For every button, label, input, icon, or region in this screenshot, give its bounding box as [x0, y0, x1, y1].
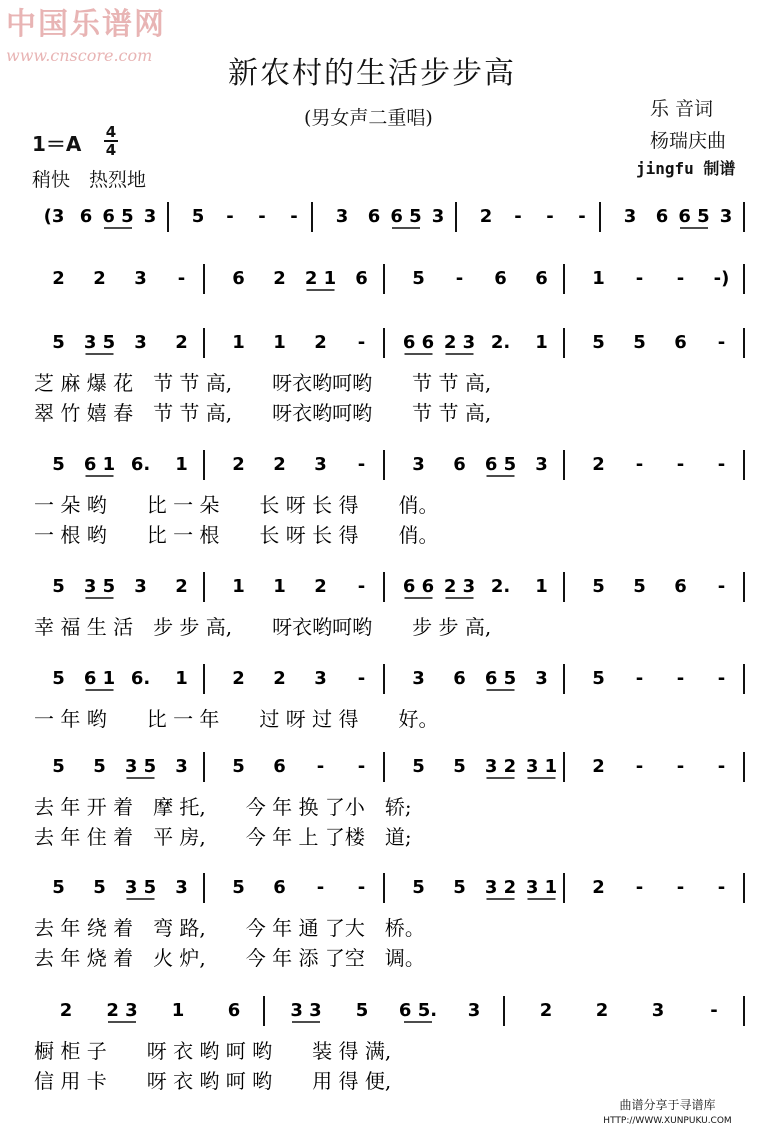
- note: 6: [227, 1000, 241, 1021]
- arranger-credit: jingfu 制谱: [636, 159, 736, 178]
- note: 6: [367, 206, 381, 227]
- note: 5: [52, 756, 65, 777]
- note: 3 2: [484, 756, 517, 777]
- note: 3 5: [83, 576, 116, 597]
- lyric-line: 去 年 烧 着 火 炉, 今 年 添 了空 调。: [34, 946, 425, 970]
- lyric-line: 一 根 哟 比 一 根 长 呀 长 得 俏。: [34, 523, 439, 547]
- time-sig-bottom: 4: [105, 141, 117, 159]
- note: 2: [175, 332, 188, 353]
- note: 6: [453, 454, 466, 475]
- note: 3: [134, 268, 147, 289]
- note: 6: [674, 332, 687, 353]
- note: 5: [453, 756, 466, 777]
- lyric-line: 去 年 开 着 摩 托, 今 年 换 了小 轿;: [34, 795, 412, 819]
- note: 2: [273, 668, 286, 689]
- note: 1: [232, 332, 245, 353]
- note: 3 5: [83, 332, 116, 353]
- note: 2: [273, 454, 286, 475]
- note: 3: [314, 668, 327, 689]
- note: 5: [93, 756, 106, 777]
- note: 6 1: [83, 454, 116, 475]
- note: 1: [273, 576, 286, 597]
- note: 3 5: [124, 877, 157, 898]
- note: 3: [412, 454, 425, 475]
- note: 3: [412, 668, 425, 689]
- note: 3: [314, 454, 327, 475]
- note: 5: [52, 668, 65, 689]
- note: -: [635, 756, 644, 777]
- note: 6 5: [678, 206, 710, 227]
- note: 1: [175, 454, 188, 475]
- note: 5: [592, 668, 605, 689]
- note: 5: [633, 576, 646, 597]
- note: (3: [43, 206, 65, 227]
- note: -: [635, 668, 644, 689]
- note: 6 6: [402, 332, 435, 353]
- note: -: [717, 454, 726, 475]
- note: -: [676, 454, 685, 475]
- composer-credit: 杨瑞庆曲: [650, 130, 727, 152]
- note: 6: [273, 756, 286, 777]
- note: 1: [175, 668, 188, 689]
- note: -: [258, 206, 266, 227]
- note: 6: [494, 268, 507, 289]
- song-subtitle: (男女声二重唱): [304, 107, 433, 129]
- note: -: [635, 268, 644, 289]
- note: 3 2: [484, 877, 517, 898]
- note: 2: [479, 206, 493, 227]
- note: 3: [143, 206, 157, 227]
- note: -: [717, 576, 726, 597]
- note: 1: [535, 332, 548, 353]
- lyric-line: 一 年 哟 比 一 年 过 呀 过 得 好。: [34, 707, 439, 731]
- note: -: [717, 332, 726, 353]
- note: 1: [171, 1000, 185, 1021]
- lyric-line: 幸 福 生 活 步 步 高, 呀衣哟呵哟 步 步 高,: [34, 615, 492, 639]
- note: 5: [52, 454, 65, 475]
- note: 2.: [490, 332, 511, 353]
- key-signature: 1＝A: [32, 132, 82, 156]
- note: 5: [52, 576, 65, 597]
- note: 2: [273, 268, 286, 289]
- note: 2: [59, 1000, 73, 1021]
- lyricist-credit: 乐 音词: [650, 98, 714, 120]
- lyric-line: 芝 麻 爆 花 节 节 高, 呀衣哟呵哟 节 节 高,: [34, 371, 492, 395]
- note: 6 5: [484, 668, 517, 689]
- note: 6: [674, 576, 687, 597]
- note: -: [357, 668, 366, 689]
- note: -: [514, 206, 522, 227]
- watermark-site-name: 中国乐谱网: [6, 7, 166, 42]
- lyric-line: 一 朵 哟 比 一 朵 长 呀 长 得 俏。: [34, 493, 439, 517]
- note: 2: [232, 454, 245, 475]
- note: 6: [453, 668, 466, 689]
- note: 3: [535, 668, 548, 689]
- note: -: [455, 268, 464, 289]
- footer-site: HTTP://WWW.XUNPUKU.COM: [603, 1116, 732, 1126]
- note: 2 3: [443, 576, 476, 597]
- note: 2: [314, 576, 327, 597]
- footer-text: 曲谱分享于寻谱库: [619, 1098, 716, 1112]
- lyric-line: 橱 柜 子 呀 衣 哟 呵 哟 装 得 满,: [34, 1039, 392, 1063]
- note: 1: [232, 576, 245, 597]
- note: 1: [592, 268, 605, 289]
- note: 6: [273, 877, 286, 898]
- lyric-line: 翠 竹 嬉 春 节 节 高, 呀衣哟呵哟 节 节 高,: [34, 401, 492, 425]
- note: 5: [412, 268, 425, 289]
- note: 6.: [130, 668, 151, 689]
- note: 3: [623, 206, 637, 227]
- note: 6 5: [102, 206, 134, 227]
- note: 3: [335, 206, 349, 227]
- note: 2: [93, 268, 106, 289]
- note: 6 5: [484, 454, 517, 475]
- note: 5: [93, 877, 106, 898]
- note: 1: [535, 576, 548, 597]
- note: -: [316, 877, 325, 898]
- note: -: [546, 206, 554, 227]
- time-sig-top: 4: [105, 123, 117, 141]
- note: 5: [232, 756, 245, 777]
- note: 2: [175, 576, 188, 597]
- note: 5: [453, 877, 466, 898]
- note: -: [717, 668, 726, 689]
- note: 5: [52, 332, 65, 353]
- note: 3 1: [525, 877, 558, 898]
- note: 5: [412, 877, 425, 898]
- note: 5: [592, 332, 605, 353]
- note: 6 5: [390, 206, 422, 227]
- note: 2: [539, 1000, 553, 1021]
- note: 6: [535, 268, 548, 289]
- note: 5: [232, 877, 245, 898]
- note: 6: [355, 268, 368, 289]
- note: 6 5.: [398, 1000, 438, 1021]
- note: 2.: [490, 576, 511, 597]
- note: 2 3: [106, 1000, 138, 1021]
- note: -: [357, 877, 366, 898]
- note: 3: [134, 576, 147, 597]
- note: 3 3: [290, 1000, 322, 1021]
- note: 2: [592, 454, 605, 475]
- note: 2: [52, 268, 65, 289]
- note: 2: [314, 332, 327, 353]
- note: -: [177, 268, 186, 289]
- note: 3 5: [124, 756, 157, 777]
- footer-credit: [560, 1097, 775, 1135]
- note: 2 3: [443, 332, 476, 353]
- note: 3: [467, 1000, 481, 1021]
- note: 5: [412, 756, 425, 777]
- note: -: [710, 1000, 718, 1021]
- note: -: [676, 756, 685, 777]
- note: 6: [79, 206, 93, 227]
- note: 6 1: [83, 668, 116, 689]
- note: 5: [191, 206, 205, 227]
- note: -: [357, 756, 366, 777]
- note: 3: [175, 756, 188, 777]
- note: 3: [535, 454, 548, 475]
- note: 5: [52, 877, 65, 898]
- note: 3: [134, 332, 147, 353]
- note: 1: [273, 332, 286, 353]
- note: 3: [175, 877, 188, 898]
- watermark-url: www.cnscore.com: [6, 46, 153, 65]
- note: 2: [592, 877, 605, 898]
- lyric-line: 去 年 绕 着 弯 路, 今 年 通 了大 桥。: [34, 916, 425, 940]
- note: 6: [232, 268, 245, 289]
- note: 2: [592, 756, 605, 777]
- note: 3: [719, 206, 733, 227]
- note: 3 1: [525, 756, 558, 777]
- lyric-line: 信 用 卡 呀 衣 哟 呵 哟 用 得 便,: [34, 1069, 392, 1093]
- note: 3: [651, 1000, 665, 1021]
- note: 5: [355, 1000, 369, 1021]
- tempo-marking: 稍快 热烈地: [32, 169, 147, 191]
- note: 6.: [130, 454, 151, 475]
- note: 2: [595, 1000, 609, 1021]
- note: -): [713, 268, 730, 289]
- note: -: [635, 454, 644, 475]
- note: -: [676, 268, 685, 289]
- note: -: [290, 206, 298, 227]
- note: -: [717, 877, 726, 898]
- note: -: [316, 756, 325, 777]
- note: 5: [592, 576, 605, 597]
- note: 2: [232, 668, 245, 689]
- note: 6 6: [402, 576, 435, 597]
- note: -: [578, 206, 586, 227]
- note: -: [357, 454, 366, 475]
- note: -: [357, 332, 366, 353]
- note: 3: [431, 206, 445, 227]
- lyric-line: 去 年 住 着 平 房, 今 年 上 了楼 道;: [34, 825, 412, 849]
- note: 5: [633, 332, 646, 353]
- song-title: 新农村的生活步步高: [228, 56, 516, 91]
- note: -: [676, 877, 685, 898]
- note: 6: [655, 206, 669, 227]
- note: 2 1: [304, 268, 337, 289]
- note: -: [226, 206, 234, 227]
- note: -: [717, 756, 726, 777]
- note: -: [357, 576, 366, 597]
- note: -: [635, 877, 644, 898]
- note: -: [676, 668, 685, 689]
